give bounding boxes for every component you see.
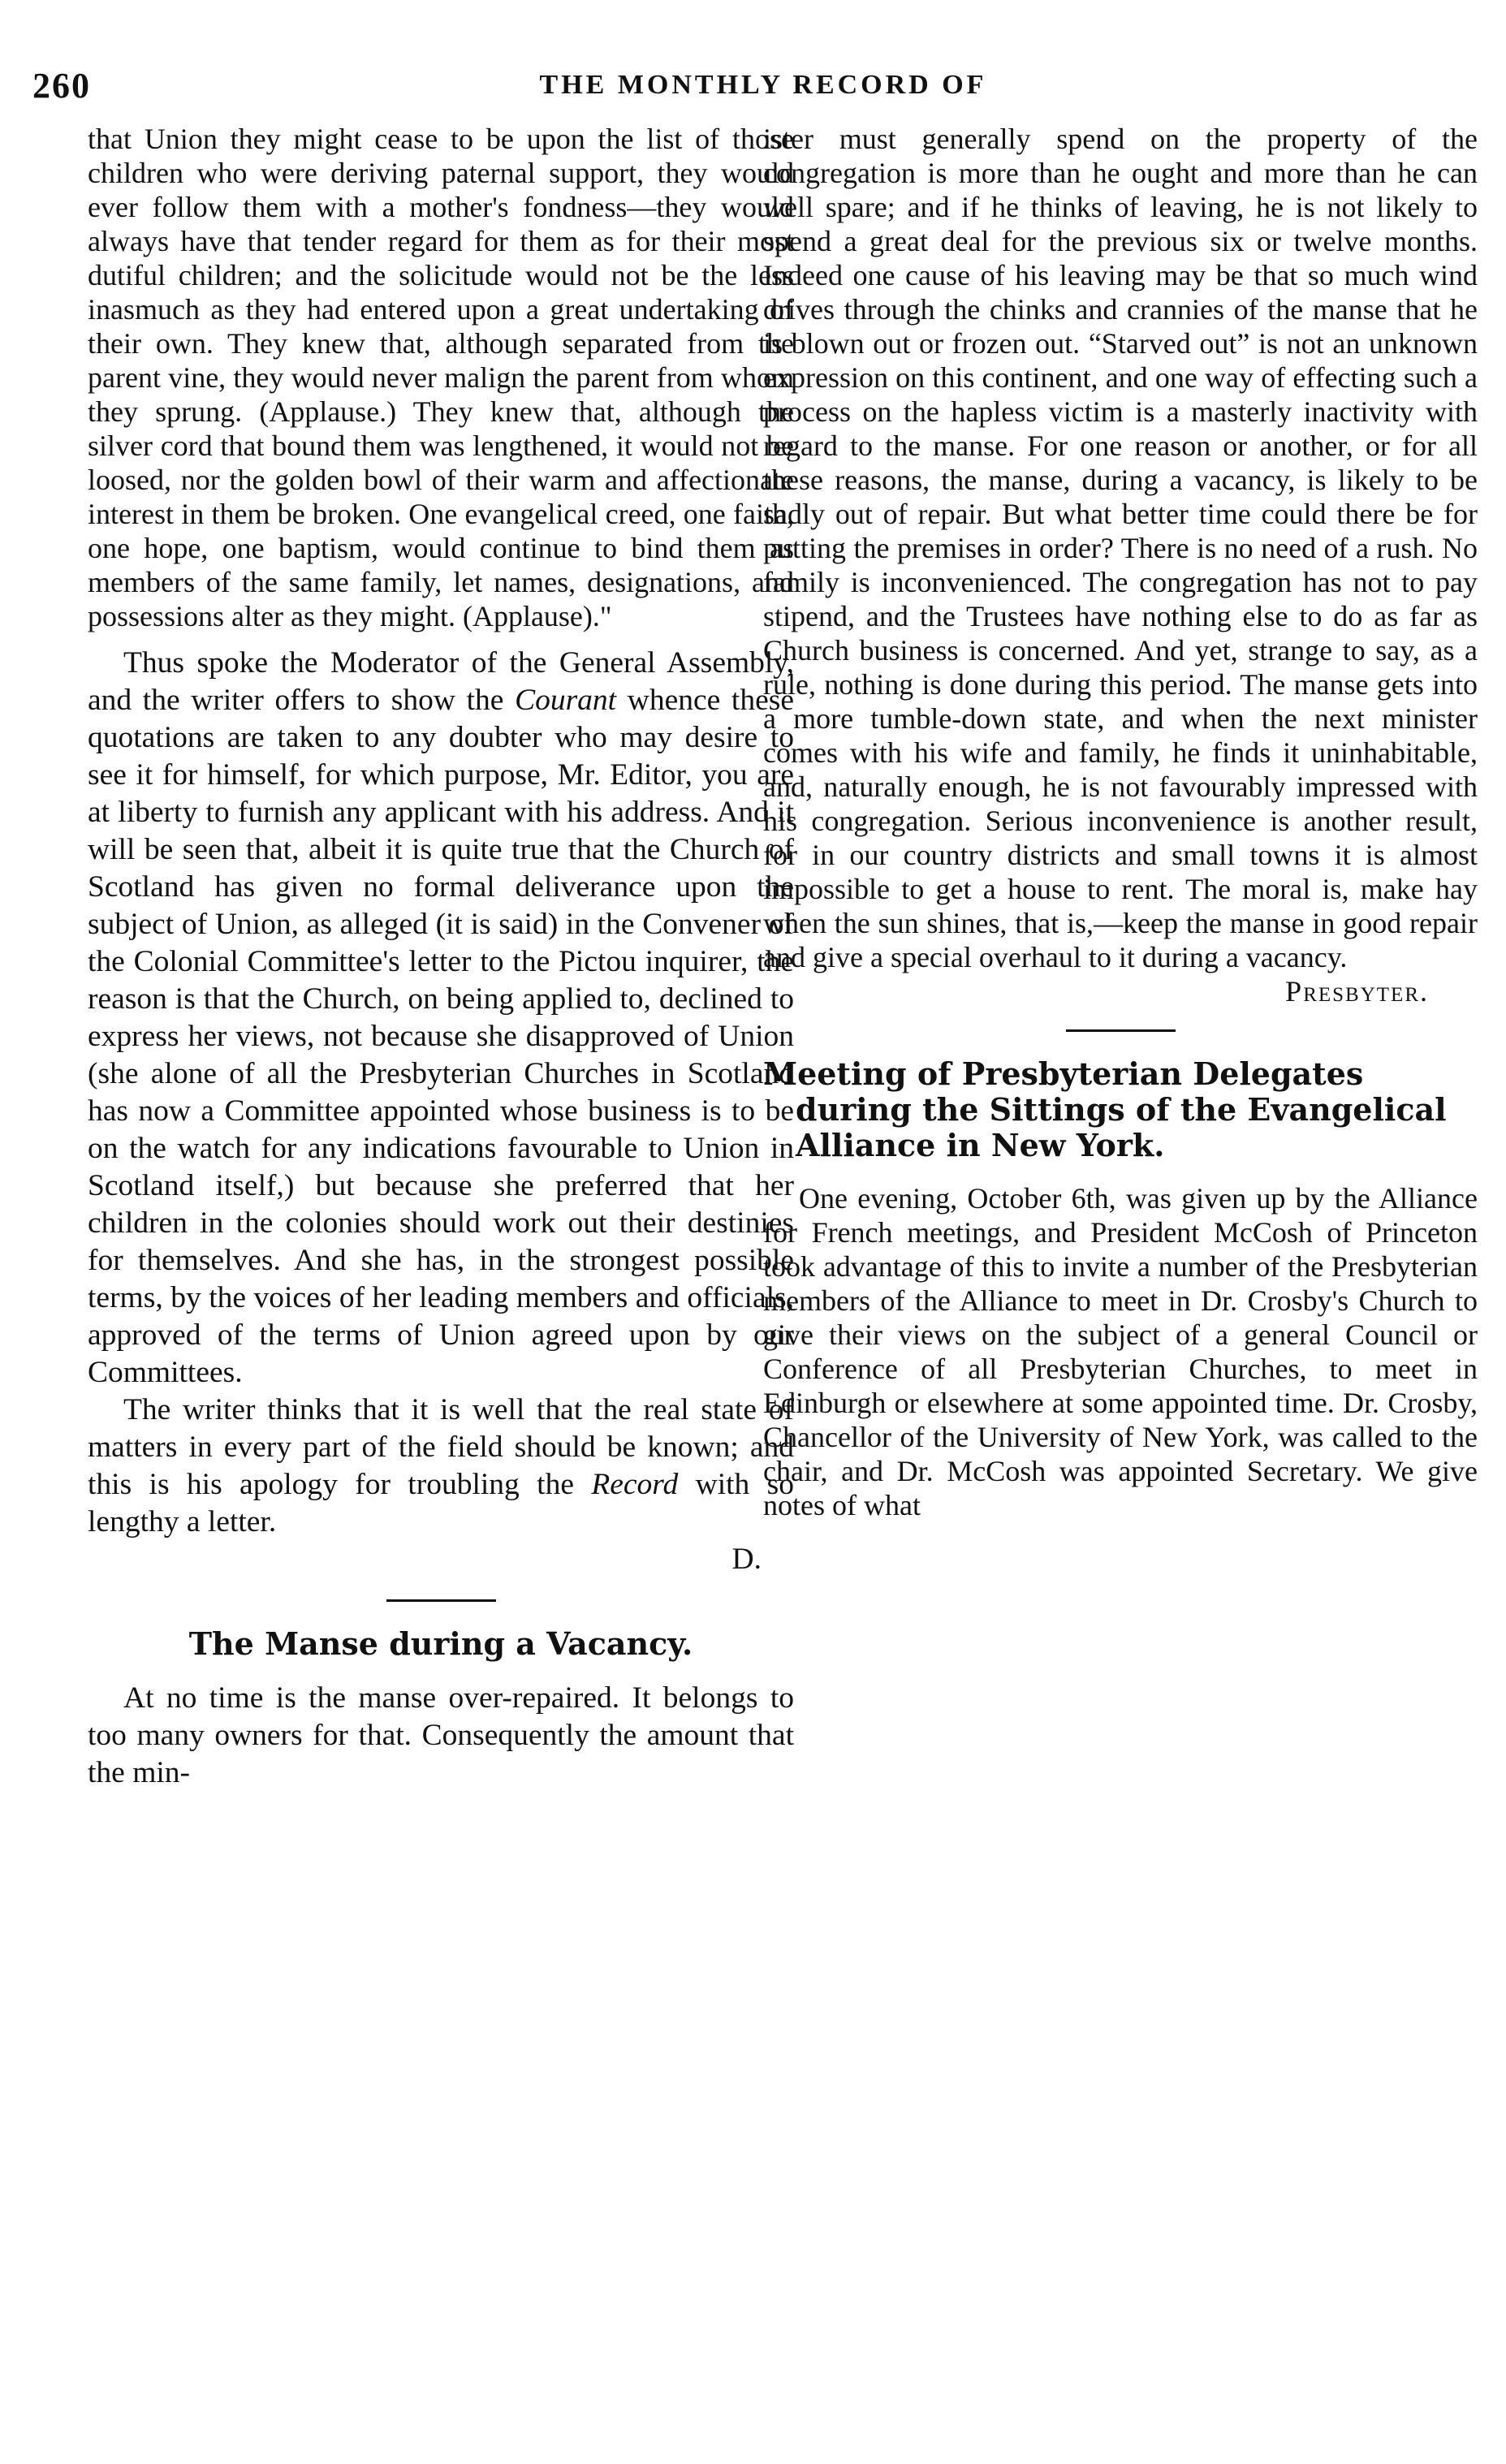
heading-line-2: during the Sittings of the Evangelical Alliance in New York.: [796, 1091, 1447, 1163]
paragraph-courant-text-a: Thus spoke the Moderator of the General Assembly, and the writer offers to show the: [88, 646, 794, 717]
section-divider: [386, 1599, 496, 1602]
signature-d: D.: [731, 1543, 762, 1576]
heading-manse-vacancy: The Manse during a Vacancy.: [188, 1625, 693, 1662]
record-title: Record: [591, 1468, 679, 1501]
page-header: [0, 65, 1506, 114]
left-column: [88, 122, 794, 1792]
running-head: THE MONTHLY RECORD OF: [539, 70, 987, 100]
page-number: 260: [32, 66, 91, 106]
paragraph-apology-text-b: with so lengthy a letter.: [88, 1468, 794, 1538]
manse-paragraph-start: At no time is the manse over-repaired. It belongs to too many owners for that. Consequently the amount that the min-: [88, 1681, 794, 1789]
meeting-paragraph: One evening, October 6th, was given up by the Alliance for French meetings, and President McCosh of Princeton took advantage of this to invite a number of the Presbyterian members of the Alliance to meet in Dr. Crosby's Church to give their views on the subject of a general Council or Conference of all Presbyterian Churches, to meet in Edinburgh or elsewhere at some appointed time. Dr. Crosby, Chancellor of the University of New York, was called to the chair, and Dr. McCosh was appointed Secretary. We give notes of what: [763, 1182, 1478, 1521]
paragraph-apology: [88, 1392, 794, 1541]
signature-presbyter: Presbyter.: [1285, 975, 1429, 1008]
courant-title: Courant: [515, 684, 617, 717]
heading-presbyterian-delegates: [763, 1056, 1478, 1163]
paragraph-courant: [88, 645, 794, 1392]
heading-line-1: Meeting of Presbyterian Delegates: [763, 1055, 1364, 1092]
right-column: [763, 122, 1478, 1522]
paragraph-apology-text-a: The writer thinks that it is well that the real state of matters in every part of the field should be known; and this is his apology for troubling the: [88, 1393, 794, 1501]
section-divider-right: [1066, 1029, 1176, 1032]
manse-paragraph-continued: ister must generally spend on the property of the congregation is more than he ought and more than he can well spare; and if he thinks of leaving, he is not likely to spend a great deal for the previous six or twelve months. Indeed one cause of his leaving may be that so much wind drives through the chinks and crannies of the manse that he is blown out or frozen out. “Starved out” is not an unknown expression on this continent, and one way of effecting such a process on the hapless victim is a masterly inactivity with regard to the manse. For one reason or another, or for all these reasons, the manse, during a vacancy, is likely to be sadly out of repair. But what better time could there be for putting the premises in order? There is no need of a rush. No family is inconvenienced. The congregation has not to pay stipend, and the Trustees have nothing else to do as far as Church business is concerned. And yet, strange to say, as a rule, nothing is done during this period. The manse gets into a more tumble-down state, and when the next minister comes with his wife and family, he finds it uninhabitable, and, naturally enough, he is not favourably impressed with his congregation. Serious inconvenience is another result, for in our country districts and small towns it is almost impossible to get a house to rent. The moral is, make hay when the sun shines, that is,—keep the manse in good repair and give a special overhaul to it during a vacancy.: [763, 123, 1478, 973]
paragraph-courant-text-b: whence these quotations are taken to any doubter who may desire to see it for himself, for which purpose, Mr. Editor, you are at liberty to furnish any applicant with his address. And it will be seen that, albeit it is quite true that the Church of Scotland has given no formal deliverance upon the subject of Union, as alleged (it is said) in the Convener of the Colonial Committee's letter to the Pictou inquirer, the reason is that the Church, on being applied to, declined to express her views, not because she disapproved of Union (she alone of all the Presbyterian Churches in Scotland has now a Committee appointed whose business is to be on the watch for any indications favourable to Union in Scotland itself,) but because she preferred that her children in the colonies should work out their destinies for themselves. And she has, in the strongest possible terms, by the voices of her leading members and officials, approved of the terms of Union agreed upon by our Committees.: [88, 684, 794, 1389]
quote-paragraph: that Union they might cease to be upon the list of those children who were deriving paternal support, they would ever follow them with a mother's fondness—they would always have that tender regard for them as for their most dutiful children; and the solicitude would not be the less inasmuch as they had entered upon a great undertaking of their own. They knew that, although separated from the parent vine, they would never malign the parent from whom they sprung. (Applause.) They knew that, although the silver cord that bound them was lengthened, it would not be loosed, nor the golden bowl of their warm and affectionate interest in them be broken. One evangelical creed, one faith, one hope, one baptism, would continue to bind them as members of the same family, let names, designations, and possessions alter as they might. (Applause).": [88, 123, 794, 632]
